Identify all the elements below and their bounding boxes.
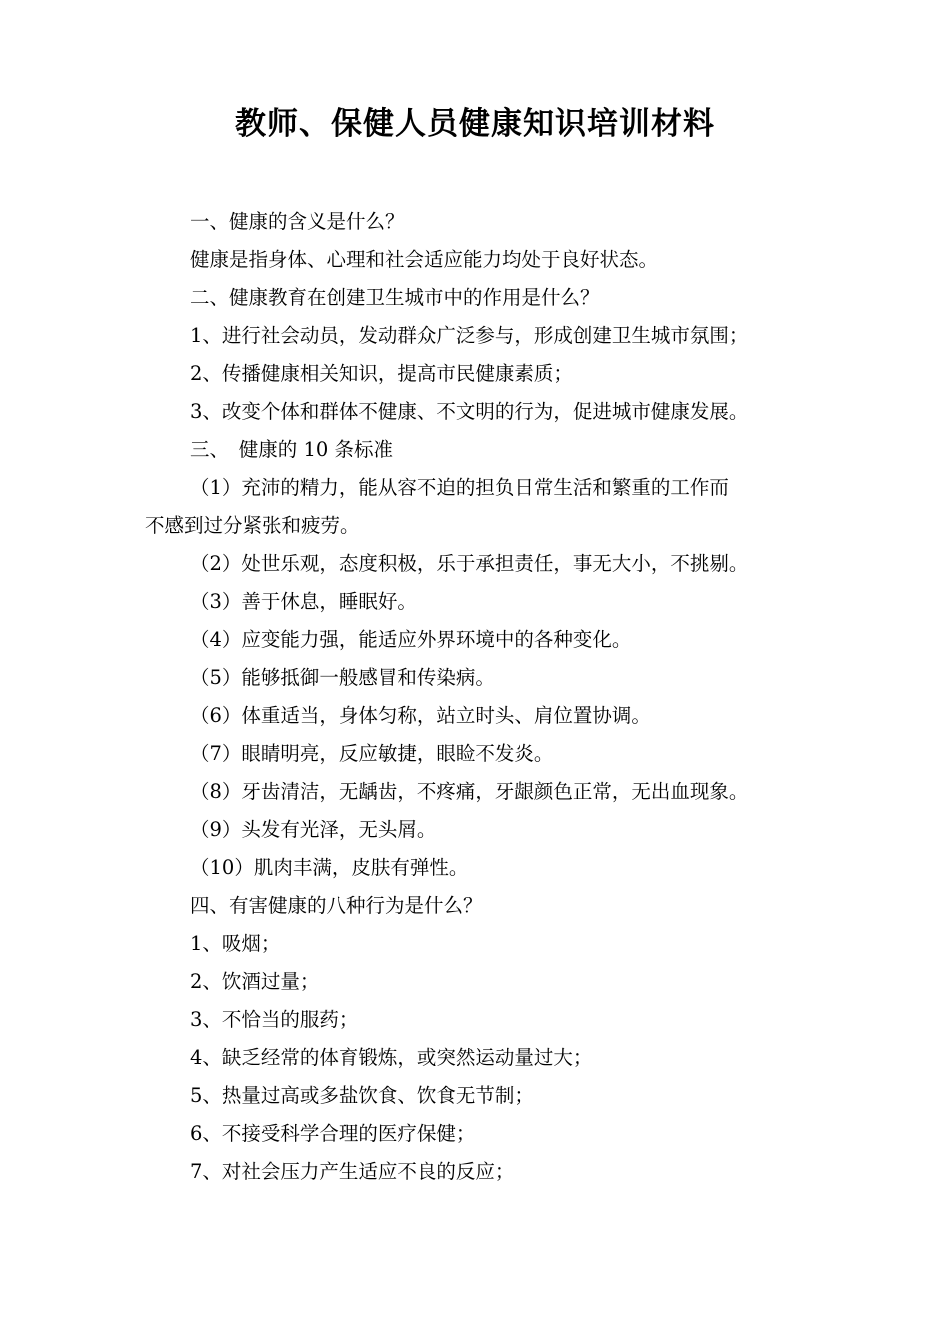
list-item: （4）应变能力强，能适应外界环境中的各种变化。 xyxy=(190,628,632,651)
document-body xyxy=(145,203,810,1191)
section-heading-2: 二、健康教育在创建卫生城市中的作用是什么？ xyxy=(190,286,600,309)
list-item: 5、热量过高或多盐饮食、饮食无节制； xyxy=(190,1084,534,1107)
list-item: 4、缺乏经常的体育锻炼，或突然运动量过大； xyxy=(190,1046,593,1069)
section-heading-3: 三、 健康的 10 条标准 xyxy=(190,438,393,461)
list-item-continuation: 不感到过分紧张和疲劳。 xyxy=(145,514,360,537)
list-item: （3）善于休息，睡眠好。 xyxy=(190,590,417,613)
document-title: 教师、保健人员健康知识培训材料 xyxy=(235,106,715,142)
section-heading-1: 一、健康的含义是什么？ xyxy=(190,210,405,233)
list-item: 2、饮酒过量； xyxy=(190,970,320,993)
list-item: 3、不恰当的服药； xyxy=(190,1008,359,1031)
list-item: 2、传播健康相关知识，提高市民健康素质； xyxy=(190,362,573,385)
section-heading-4: 四、有害健康的八种行为是什么？ xyxy=(190,894,483,917)
paragraph: 健康是指身体、心理和社会适应能力均处于良好状态。 xyxy=(190,248,659,271)
list-item: （9）头发有光泽，无头屑。 xyxy=(190,818,437,841)
list-item: 3、改变个体和群体不健康、不文明的行为，促进城市健康发展。 xyxy=(190,400,749,423)
list-item: （6）体重适当，身体匀称，站立时头、肩位置协调。 xyxy=(190,704,651,727)
list-item: （1）充沛的精力，能从容不迫的担负日常生活和繁重的工作而 xyxy=(190,476,729,499)
list-item: （5）能够抵御一般感冒和传染病。 xyxy=(190,666,495,689)
list-item: 1、吸烟； xyxy=(190,932,281,955)
list-item: 7、对社会压力产生适应不良的反应； xyxy=(190,1160,515,1183)
list-item: 1、进行社会动员，发动群众广泛参与，形成创建卫生城市氛围； xyxy=(190,324,749,347)
list-item: （2）处世乐观，态度积极，乐于承担责任，事无大小，不挑剔。 xyxy=(190,552,749,575)
list-item: 6、不接受科学合理的医疗保健； xyxy=(190,1122,476,1145)
list-item: （10）肌肉丰满，皮肤有弹性。 xyxy=(190,856,469,879)
list-item: （8）牙齿清洁，无龋齿，不疼痛，牙龈颜色正常，无出血现象。 xyxy=(190,780,749,803)
list-item: （7）眼睛明亮，反应敏捷，眼睑不发炎。 xyxy=(190,742,554,765)
